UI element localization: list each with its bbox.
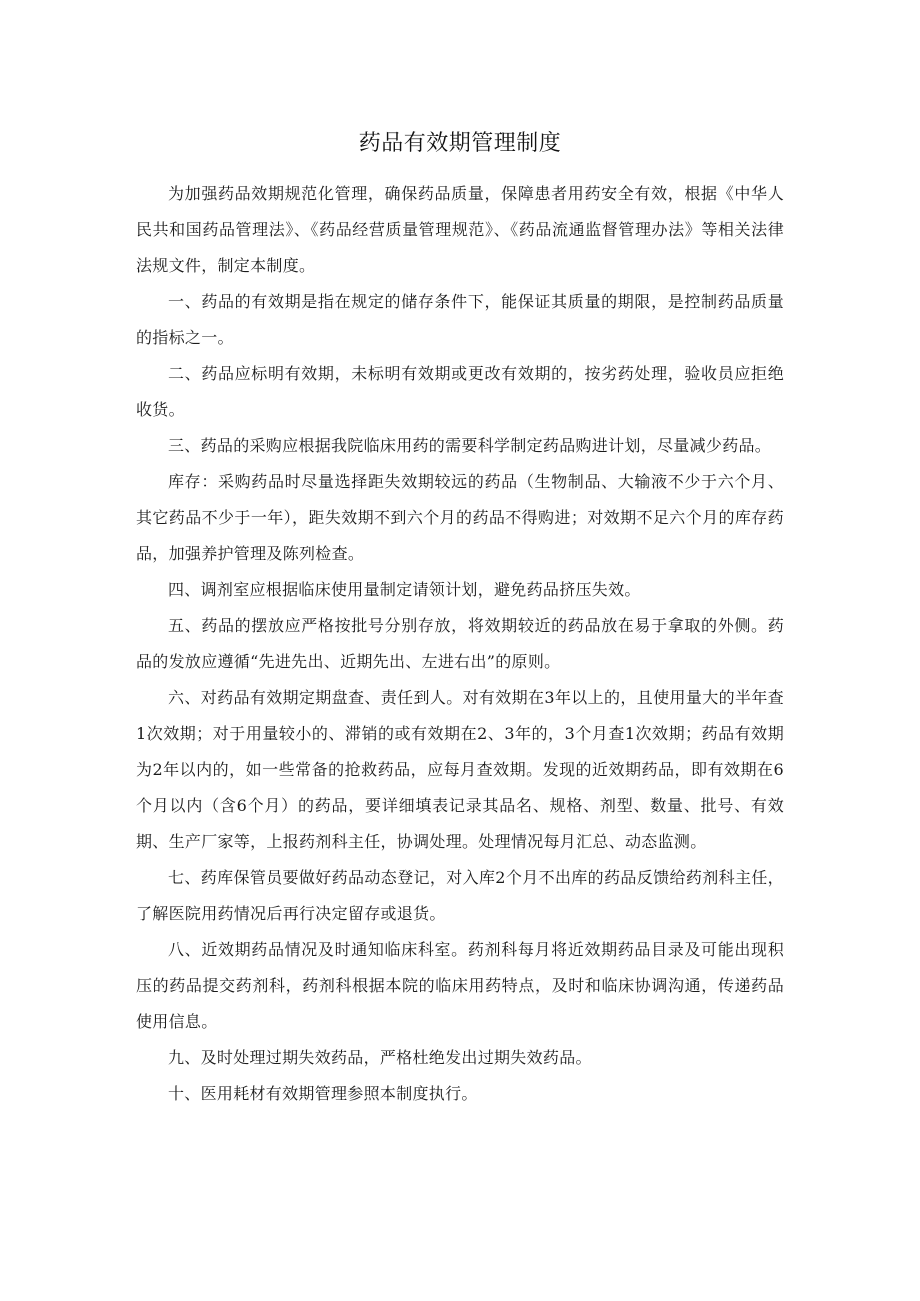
clause-5-paragraph: 五、药品的摆放应严格按批号分别存放，将效期较近的药品放在易于拿取的外侧。药品的发放应遵循“先进先出、近期先出、左进右出”的原则。 (136, 616, 784, 671)
clause-3-inventory-paragraph: 库存：采购药品时尽量选择距失效期较远的药品（生物制品、大输液不少于六个月、其它药品不少于一年），距失效期不到六个月的药品不得购进；对效期不足六个月的库存药品，加强养护管理及陈列检查。 (136, 472, 784, 563)
clause-10-paragraph: 十、医用耗材有效期管理参照本制度执行。 (168, 1084, 478, 1103)
clause-4-paragraph: 四、调剂室应根据临床使用量制定请领计划，避免药品挤压失效。 (168, 580, 641, 599)
clause-2-paragraph: 二、药品应标明有效期，未标明有效期或更改有效期的，按劣药处理，验收员应拒绝收货。 (136, 364, 784, 419)
clause-3-paragraph: 三、药品的采购应根据我院临床用药的需要科学制定药品购进计划，尽量减少药品。 (168, 436, 772, 455)
document-body (136, 176, 784, 1112)
document-title: 药品有效期管理制度 (358, 131, 562, 156)
clause-1-paragraph: 一、药品的有效期是指在规定的储存条件下，能保证其质量的期限，是控制药品质量的指标之一。 (136, 292, 784, 347)
clause-7-paragraph: 七、药库保管员要做好药品动态登记，对入库2个月不出库的药品反馈给药剂科主任，了解医院用药情况后再行决定留存或退货。 (136, 868, 784, 923)
clause-9-paragraph: 九、及时处理过期失效药品，严格杜绝发出过期失效药品。 (168, 1048, 592, 1067)
clause-6-paragraph: 六、对药品有效期定期盘查、责任到人。对有效期在3年以上的，且使用量大的半年查1次效期；对于用量较小的、滞销的或有效期在2、3年的，3个月查1次效期；药品有效期为2年以内的，如一些常备的抢救药品，应每月查效期。发现的近效期药品，即有效期在6个月以内（含6个月）的药品，要详细填表记录其品名、规格、剂型、数量、批号、有效期、生产厂家等，上报药剂科主任，协调处理。处理情况每月汇总、动态监测。 (136, 688, 784, 851)
clause-8-paragraph: 八、近效期药品情况及时通知临床科室。药剂科每月将近效期药品目录及可能出现积压的药品提交药剂科，药剂科根据本院的临床用药特点，及时和临床协调沟通，传递药品使用信息。 (136, 940, 784, 1031)
intro-paragraph: 为加强药品效期规范化管理，确保药品质量，保障患者用药安全有效，根据《中华人民共和国药品管理法》、《药品经营质量管理规范》、《药品流通监督管理办法》等相关法律法规文件，制定本制度。 (136, 184, 784, 275)
